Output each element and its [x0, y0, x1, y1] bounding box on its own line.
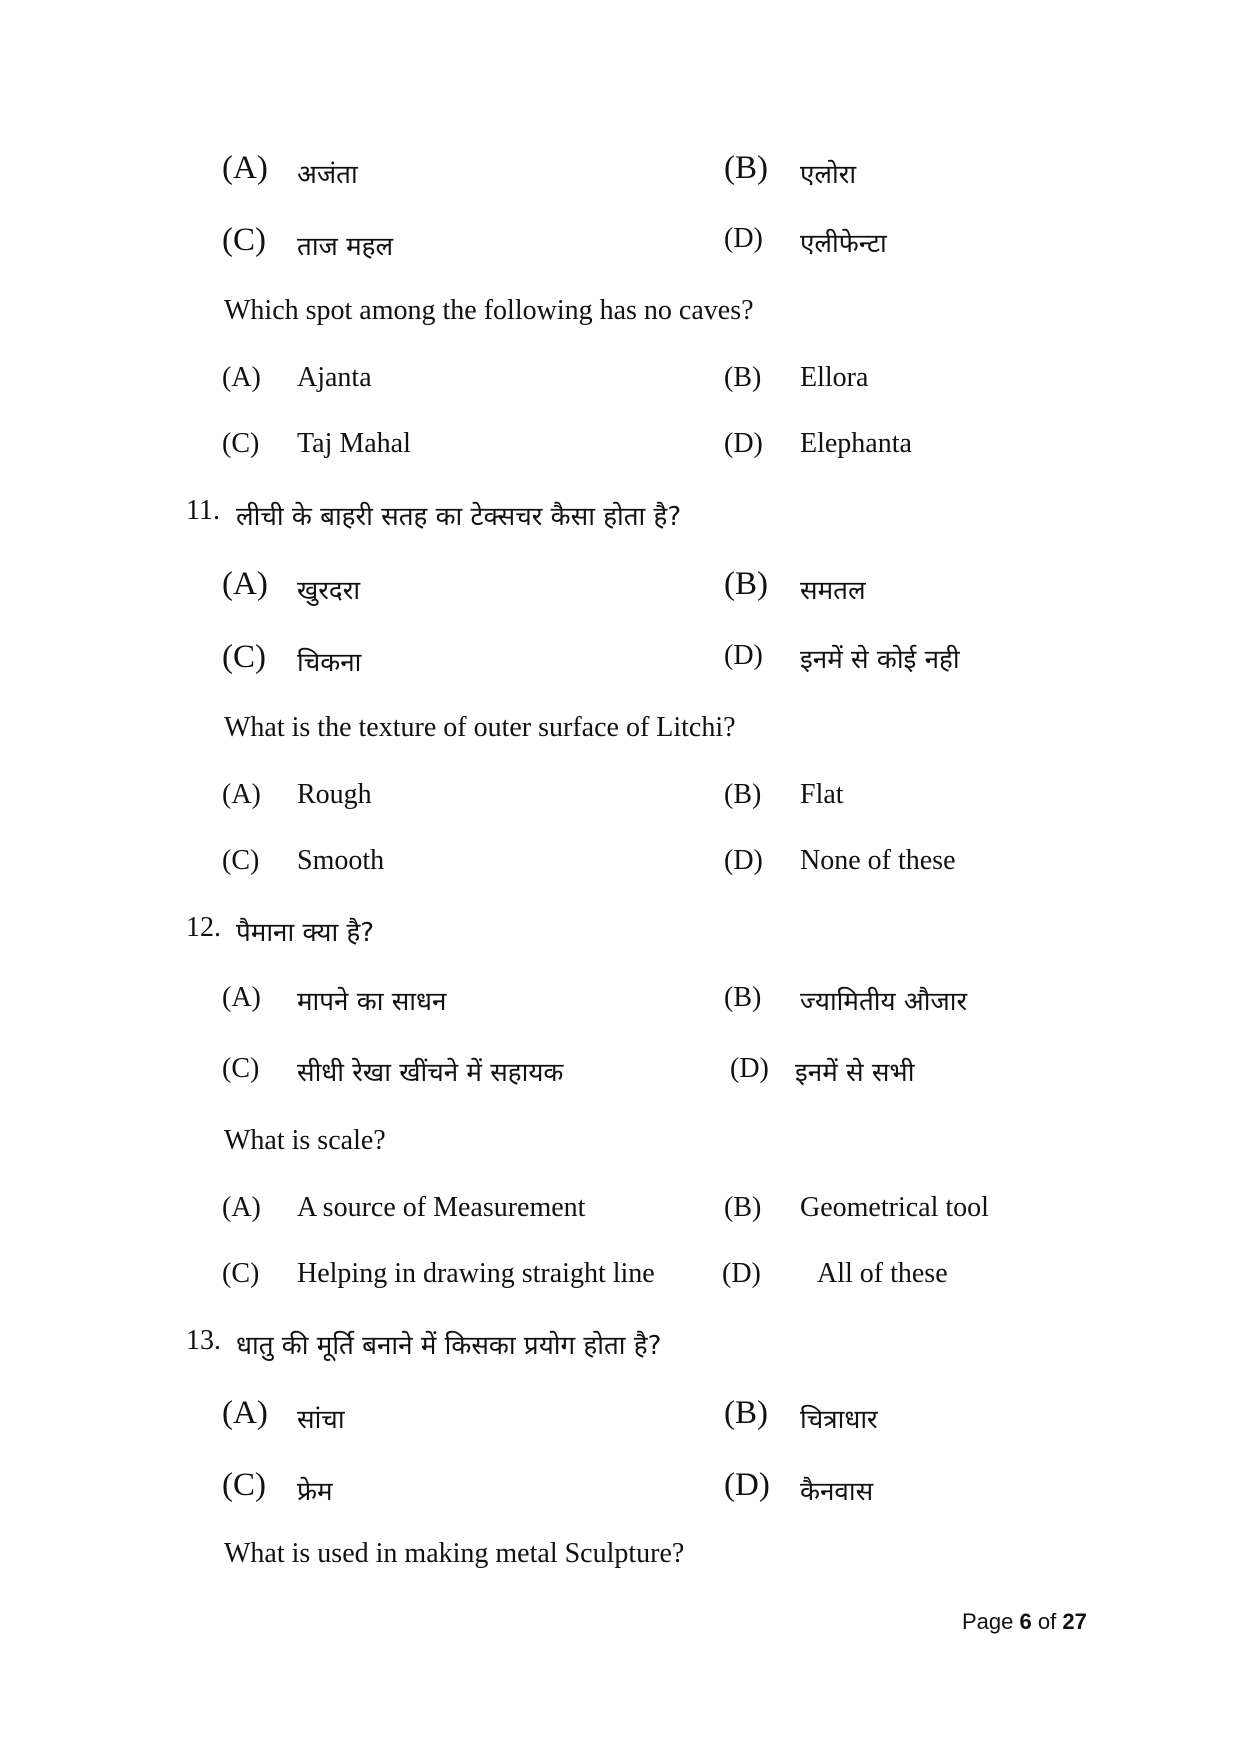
q12-en-option-d-label: (D): [722, 1258, 761, 1289]
q13-hi-question: धातु की मूर्ति बनाने में किसका प्रयोग होता है?: [236, 1331, 662, 1361]
q11-hi-option-d-text: इनमें से कोई नही: [800, 645, 960, 675]
q11-en-option-c-label: (C): [222, 845, 260, 876]
q10-en-option-d-text: Elephanta: [800, 428, 912, 459]
q10-hi-option-c-text: ताज महल: [297, 232, 394, 262]
q12-en-option-a-label: (A): [222, 1192, 261, 1223]
q13-hi-option-d-label: (D): [724, 1467, 770, 1503]
q11-en-option-d-text: None of these: [800, 845, 956, 876]
q10-en-question: Which spot among the following has no caves?: [224, 295, 754, 326]
q11-en-option-b-text: Flat: [800, 779, 844, 810]
q13-hi-option-a-label: (A): [222, 1395, 268, 1431]
page-current: 6: [1019, 1609, 1032, 1634]
q10-hi-option-b-text: एलोरा: [800, 160, 857, 190]
q12-en-option-d-text: All of these: [817, 1258, 948, 1289]
q10-en-option-a-text: Ajanta: [297, 362, 372, 393]
q13-hi-option-c-label: (C): [222, 1467, 266, 1503]
q10-en-option-b-label: (B): [724, 362, 762, 393]
q12-hi-option-c-label: (C): [222, 1053, 260, 1084]
q11-en-option-d-label: (D): [724, 845, 763, 876]
q11-number: 11.: [186, 495, 220, 526]
q12-hi-option-a-label: (A): [222, 982, 261, 1013]
q12-en-option-c-text: Helping in drawing straight line: [297, 1258, 655, 1289]
q12-en-option-b-text: Geometrical tool: [800, 1192, 989, 1223]
q12-hi-option-b-label: (B): [724, 982, 762, 1013]
q12-hi-option-b-text: ज्यामितीय औजार: [800, 987, 968, 1017]
q10-en-option-d-label: (D): [724, 428, 763, 459]
q12-en-option-b-label: (B): [724, 1192, 762, 1223]
q13-en-question: What is used in making metal Sculpture?: [224, 1538, 685, 1569]
q10-en-option-c-text: Taj Mahal: [297, 428, 411, 459]
q12-hi-option-d-text: इनमें से सभी: [795, 1058, 915, 1088]
q10-hi-option-d-label: (D): [724, 223, 763, 254]
q12-en-option-a-text: A source of Measurement: [297, 1192, 586, 1223]
q11-en-option-a-text: Rough: [297, 779, 372, 810]
q11-en-option-b-label: (B): [724, 779, 762, 810]
q12-number: 12.: [186, 912, 221, 943]
q11-hi-option-a-text: खुरदरा: [297, 576, 361, 606]
q10-hi-option-c-label: (C): [222, 222, 266, 258]
page-of: of: [1037, 1609, 1057, 1634]
q13-hi-option-b-label: (B): [724, 1395, 768, 1431]
q10-en-option-b-text: Ellora: [800, 362, 869, 393]
q13-hi-option-c-text: फ्रेम: [297, 1477, 333, 1507]
page-total: 27: [1062, 1609, 1087, 1634]
q10-hi-option-a-text: अजंता: [297, 160, 358, 190]
q10-hi-option-b-label: (B): [724, 150, 768, 186]
q12-hi-question: पैमाना क्या है?: [236, 918, 375, 948]
q11-hi-option-c-text: चिकना: [297, 648, 362, 678]
q11-hi-question: लीची के बाहरी सतह का टेक्सचर कैसा होता है?: [236, 502, 682, 532]
page-number: [962, 1609, 1087, 1635]
q12-en-option-c-label: (C): [222, 1258, 260, 1289]
q10-en-option-c-label: (C): [222, 428, 260, 459]
q12-en-question: What is scale?: [224, 1125, 386, 1156]
q11-en-question: What is the texture of outer surface of Litchi?: [224, 712, 736, 743]
q11-hi-option-a-label: (A): [222, 566, 268, 602]
q13-hi-option-b-text: चित्राधार: [800, 1405, 878, 1435]
page-prefix: Page: [962, 1609, 1014, 1634]
q13-hi-option-a-text: सांचा: [297, 1405, 345, 1435]
q10-hi-option-a-label: (A): [222, 150, 268, 186]
q11-hi-option-d-label: (D): [724, 640, 763, 671]
q11-hi-option-b-text: समतल: [800, 576, 866, 606]
q10-hi-option-d-text: एलीफेन्टा: [800, 229, 887, 259]
q12-hi-option-c-text: सीधी रेखा खींचने में सहायक: [297, 1058, 564, 1088]
q11-en-option-c-text: Smooth: [297, 845, 385, 876]
q11-en-option-a-label: (A): [222, 779, 261, 810]
q12-hi-option-d-label: (D): [730, 1053, 769, 1084]
q11-hi-option-b-label: (B): [724, 566, 768, 602]
q13-hi-option-d-text: कैनवास: [800, 1477, 874, 1507]
q11-hi-option-c-label: (C): [222, 639, 266, 675]
q13-number: 13.: [186, 1325, 221, 1356]
q12-hi-option-a-text: मापने का साधन: [297, 987, 447, 1017]
q10-en-option-a-label: (A): [222, 362, 261, 393]
